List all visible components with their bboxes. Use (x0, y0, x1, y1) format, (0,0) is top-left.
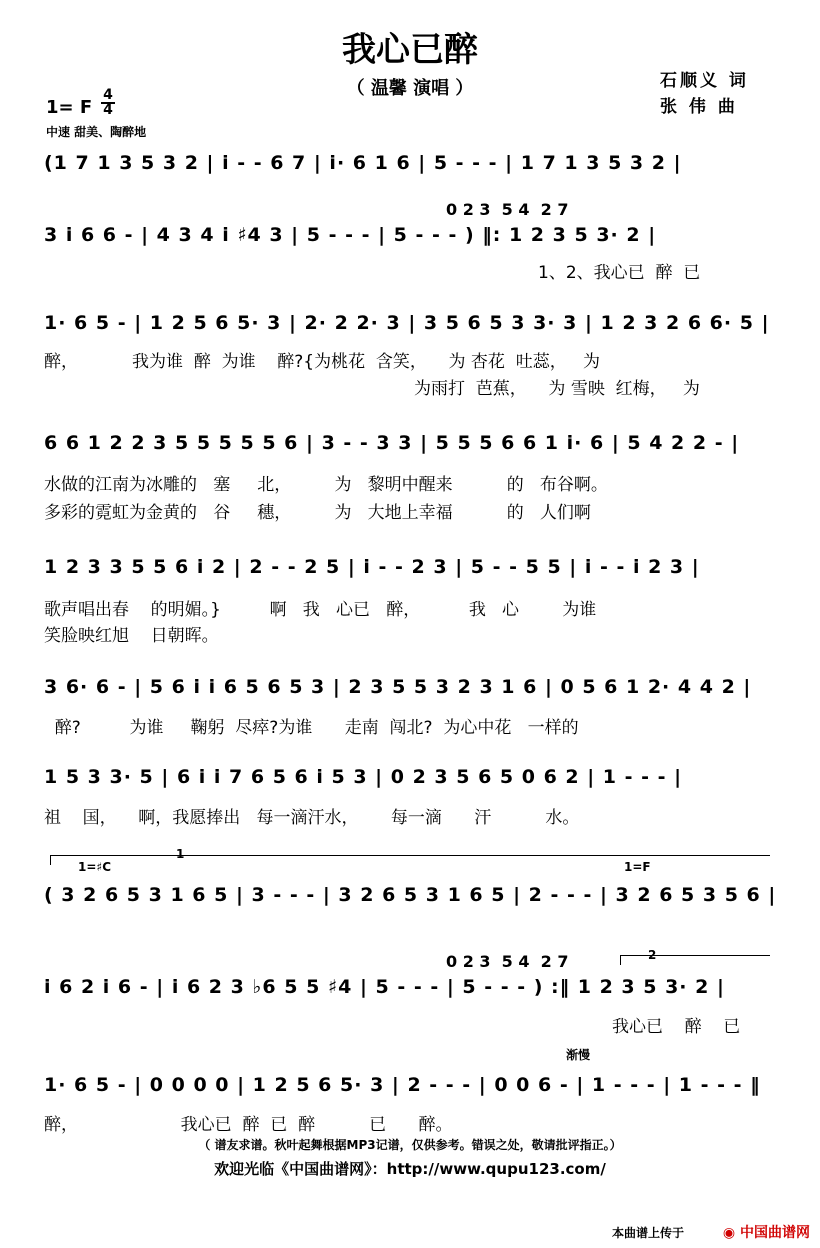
notation-row-1: (1 7 1 3 5 3 2 | i - - 6 7 | i· 6 1 6 | 5 - - - | 1 7 1 3 5 3 2 | (44, 152, 682, 174)
time-top: 4 (103, 87, 113, 103)
key-signature: 1= F (46, 97, 93, 118)
overnotes-row-9: 0 2 3 5 4 2 7 (446, 952, 569, 971)
logo-text: 中国曲谱网 (740, 1225, 810, 1241)
lyric-row-2: 1、2、我心已 醉 已 (538, 263, 701, 283)
volta-number-1: 1 (176, 847, 185, 861)
time-signature (101, 89, 115, 117)
lyric-row-9: 我心已 醉 已 (612, 1017, 741, 1037)
ritardando-mark: 渐慢 (566, 1048, 591, 1062)
lyric-row-7: 祖 国， 啊，我愿捧出 每一滴汗水， 每一滴 汗 水。 (44, 808, 580, 828)
notation-row-3: 1· 6 5 - | 1 2 5 6 5· 3 | 2· 2 2· 3 | 3 5 6 5 3 3· 3 | 1 2 3 2 6 6· 5 | (44, 312, 770, 334)
site-logo (723, 1222, 810, 1242)
composer-credit: 张 伟 曲 (660, 97, 738, 117)
performer-subtitle: （ 温馨 演唱 ） (346, 78, 474, 99)
transcription-note: （ 谱友求谱。秋叶起舞根据MP3记谱，仅供参考。错误之处，敬请批评指正。） (198, 1138, 622, 1152)
lyric-row-10: 醉， 我心已 醉 已 醉 已 醉。 (44, 1115, 453, 1135)
lyric-row-5-verse-1: 歌声唱出春 的明媚。} 啊 我 心已 醉， 我 心 为谁 (44, 600, 597, 620)
notation-row-9: i 6 2 i 6 - | i 6 2 3 ♭6 5 5 ♯4 | 5 - - - | 5 - - - ) :‖ 1 2 3 5 3· 2 | (44, 976, 725, 998)
lyric-row-3-verse-1: 醉， 我为谁 醉 为谁 醉?{为桃花 含笑， 为 杏花 吐蕊， 为 (44, 352, 600, 372)
overnotes-row-2: 0 2 3 5 4 2 7 (446, 200, 569, 219)
time-bottom: 4 (101, 102, 115, 117)
lyricist-credit: 石顺义 词 (660, 71, 749, 91)
logo-icon: ◉ (722, 1225, 736, 1241)
key-change-c-sharp: 1=♯C (78, 860, 112, 874)
song-title: 我心已醉 (342, 30, 478, 70)
volta-line-2 (620, 955, 770, 956)
notation-row-10: 1· 6 5 - | 0 0 0 0 | 1 2 5 6 5· 3 | 2 - - - | 0 0 6 - | 1 - - - | 1 - - - ‖ (44, 1074, 761, 1096)
volta-number-2: 2 (648, 948, 657, 962)
notation-row-4: 6 6 1 2 2 3 5 5 5 5 5 6 | 3 - - 3 3 | 5 5 5 6 6 1 i· 6 | 5 4 2 2 - | (44, 432, 740, 454)
notation-row-5: 1 2 3 3 5 5 6 i 2 | 2 - - 2 5 | i - - 2 3 | 5 - - 5 5 | i - - i 2 3 | (44, 556, 700, 578)
volta-line-1-right (178, 855, 770, 856)
lyric-row-4-verse-2: 多彩的霓虹为金黄的 谷 穗， 为 大地上幸福 的 人们啊 (44, 503, 591, 523)
key-change-f: 1=F (624, 860, 651, 874)
notation-row-8: ( 3 2 6 5 3 1 6 5 | 3 - - - | 3 2 6 5 3 1 6 5 | 2 - - - | 3 2 6 5 3 5 6 | (44, 884, 777, 906)
volta-line-2-left (620, 955, 621, 965)
volta-line-1 (50, 855, 178, 856)
tempo-marking: 中速 甜美、陶醉地 (46, 125, 147, 139)
lyric-row-4-verse-1: 水做的江南为冰雕的 塞 北， 为 黎明中醒来 的 布谷啊。 (44, 475, 608, 495)
notation-row-6: 3 6· 6 - | 5 6 i i 6 5 6 5 3 | 2 3 5 5 3 2 3 1 6 | 0 5 6 1 2· 4 4 2 | (44, 676, 752, 698)
notation-row-7: 1 5 3 3· 5 | 6 i i 7 6 5 6 i 5 3 | 0 2 3 5 6 5 0 6 2 | 1 - - - | (44, 766, 683, 788)
volta-line-1-left (50, 855, 51, 865)
notation-row-2: 3 i 6 6 - | 4 3 4 i ♯4 3 | 5 - - - | 5 - - - ) ‖: 1 2 3 5 3· 2 | (44, 224, 657, 246)
lyric-row-6: 醉? 为谁 鞠躬 尽瘁?为谁 走南 闯北? 为心中花 一样的 (44, 718, 579, 738)
lyric-row-5-verse-2: 笑脸映红旭 日朝晖。 (44, 626, 219, 646)
lyric-row-3-verse-2: 为雨打 芭蕉， 为 雪映 红梅， 为 (414, 379, 700, 399)
upload-note: 本曲谱上传于 (612, 1226, 685, 1240)
website-welcome: 欢迎光临《中国曲谱网》：http://www.qupu123.com/ (214, 1160, 606, 1178)
